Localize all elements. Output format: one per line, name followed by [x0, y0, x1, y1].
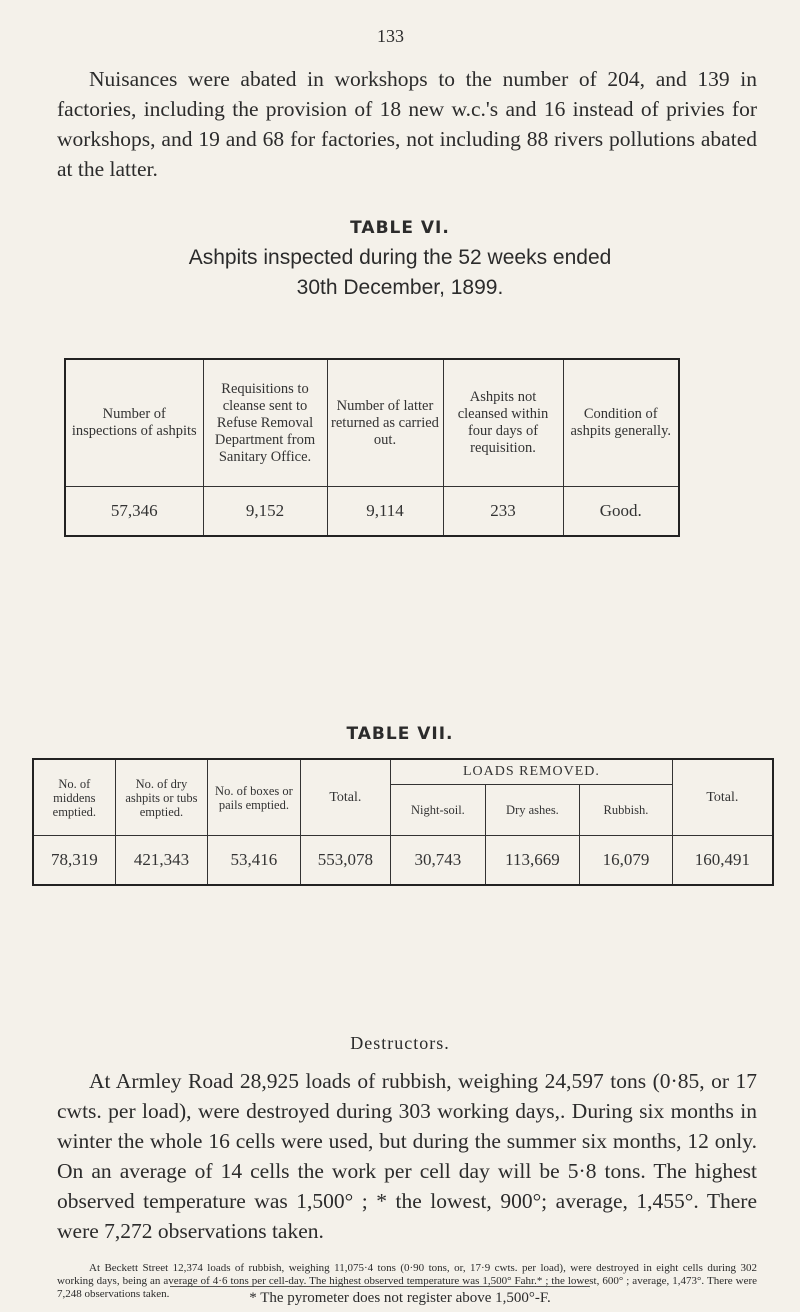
table6-cell-condition: Good.: [563, 487, 679, 537]
table7-header-total: Total.: [300, 759, 390, 836]
table7-header-loads-total: Total.: [672, 759, 773, 836]
table-row: [33, 836, 773, 886]
table7-cell-ashpits: 421,343: [115, 836, 207, 886]
table6-cell-inspections: 57,346: [65, 487, 203, 537]
table7-cell-boxes: 53,416: [208, 836, 300, 886]
table6-cell-returned: 9,114: [327, 487, 443, 537]
table7-header-rubbish: Rubbish.: [580, 785, 673, 836]
intro-paragraph: Nuisances were abated in workshops to the number of 204, and 139 in factories, including the provision of 18 new w.c.'s and 16 instead of privies for workshops, and 19 and 68 for factories, not including 88 rivers pollutions abated at the latter.: [57, 67, 757, 181]
armley-paragraph: At Armley Road 28,925 loads of rubbish, weighing 24,597 tons (0·85, or 17 cwts. per load), were destroyed during 303 working days,. During six months in winter the whole 16 cells were used, but during the summer six months, 12 only. On an average of 14 cells the work per cell day will be 5·8 tons. The highest observed temperature was 1,500° ; * the lowest, 900°; average, 1,455°. There were 7,272 observations taken.: [57, 1069, 757, 1243]
table7-header-nightsoil: Night-soil.: [391, 785, 486, 836]
table-row: [65, 487, 679, 537]
table6-subtitle-2: 30th December, 1899.: [296, 276, 504, 299]
beckett-paragraph: At Beckett Street 12,374 loads of rubbish, weighing 11,075·4 tons (0·90 tons, or, 17·9 cwts. per load), were destroyed in eight cells during 302 working days, being an average of 4·6 tons per cell-day. The highest observed temperature was 1,500° Fahr.* ; the lowest, 600° ; average, 1,473°. There were 7,248 observations taken.: [57, 1262, 757, 1300]
table7-header-row-1: [33, 759, 773, 785]
table7-cell-rubbish: 16,079: [580, 836, 673, 886]
table7-cell-total: 553,078: [300, 836, 390, 886]
destructors-heading: Destructors.: [350, 1033, 450, 1053]
table7: [32, 758, 774, 886]
table6-header-inspections: Number of inspections of ashpits: [65, 359, 203, 487]
table6-header-requisitions: Requisitions to cleanse sent to Refuse Removal Department from Sanitary Office.: [203, 359, 327, 487]
table7-header-middens: No. of middens emptied.: [33, 759, 115, 836]
table6-subtitle-1: Ashpits inspected during the 52 weeks ended: [188, 246, 612, 269]
table6-header-condition: Condition of ashpits generally.: [563, 359, 679, 487]
page-number: 133: [377, 26, 404, 46]
table7-cell-dry-ashes: 113,669: [485, 836, 580, 886]
table6-header-not-cleansed: Ashpits not cleansed within four days of requisition.: [443, 359, 563, 487]
table6-header-row: [65, 359, 679, 487]
table6-cell-not-cleansed: 233: [443, 487, 563, 537]
table7-cell-middens: 78,319: [33, 836, 115, 886]
table7-title: TABLE VII.: [346, 724, 454, 744]
table7-header-dry-ashes: Dry ashes.: [485, 785, 580, 836]
table6-header-returned: Number of latter returned as carried out.: [327, 359, 443, 487]
table7-header-ashpits: No. of dry ashpits or tubs emptied.: [115, 759, 207, 836]
table6-cell-requisitions: 9,152: [203, 487, 327, 537]
table7-header-loads-removed: LOADS REMOVED.: [391, 759, 673, 785]
table6: [64, 358, 680, 537]
table7-header-boxes: No. of boxes or pails emptied.: [208, 759, 300, 836]
footnote-divider: [170, 1286, 590, 1287]
table6-title: TABLE VI.: [350, 218, 450, 238]
table7-cell-loads-total: 160,491: [672, 836, 773, 886]
table7-cell-nightsoil: 30,743: [391, 836, 486, 886]
footnote: * The pyrometer does not register above 1,500°-F.: [249, 1290, 551, 1306]
